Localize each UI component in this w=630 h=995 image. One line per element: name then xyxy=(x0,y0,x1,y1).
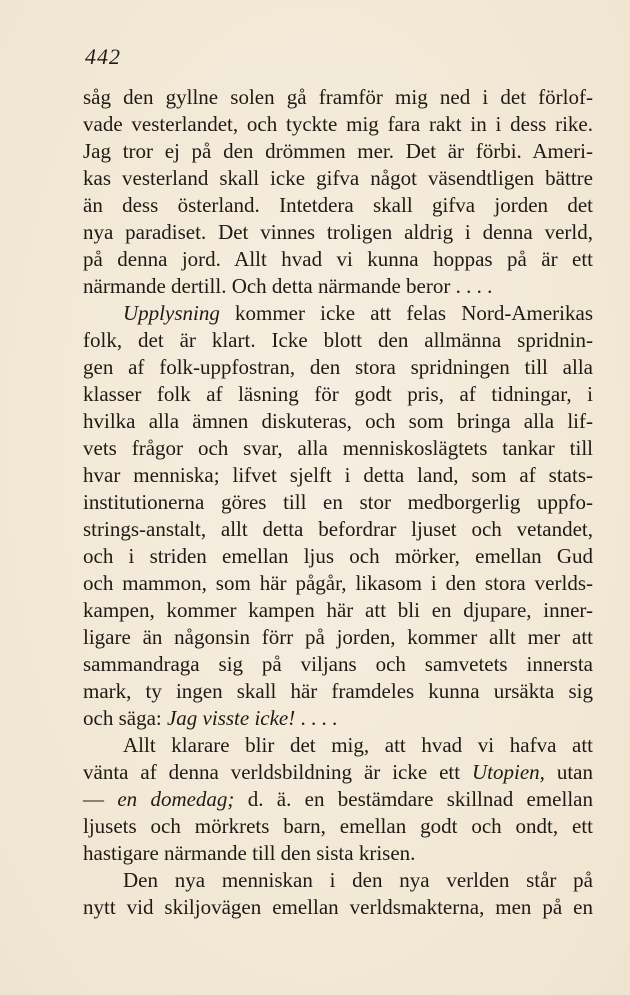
text-line-2: vade vesterlandet, och tyckte mig fara rakt in i dess rike. xyxy=(83,112,593,136)
body-text xyxy=(83,84,593,921)
text-line-5: än dess österland. Intetdera skall gifva jorden det xyxy=(83,193,593,217)
text-line-3: Jag tror ej på den drömmen mer. Det är förbi. Ameri- xyxy=(83,139,593,163)
text-line-7: på denna jord. Allt hvad vi kunna hoppas på är ett xyxy=(83,247,593,271)
text-line-21: ligare än någonsin förr på jorden, kommer allt mer att xyxy=(83,625,593,649)
text-line-23: mark, ty ingen skall här framdeles kunna ursäkta sig xyxy=(83,679,593,703)
text-line-24: och säga: Jag visste icke! . . . . xyxy=(83,706,338,730)
text-line-13: hvilka alla ämnen diskuteras, och som bringa alla lif- xyxy=(83,409,593,433)
text-line-6: nya paradiset. Det vinnes troligen aldrig i denna verld, xyxy=(83,220,593,244)
text-line-30: Den nya menniskan i den nya verlden står på xyxy=(123,868,593,892)
text-line-15: hvar menniska; lifvet sjelft i detta land, som af stats- xyxy=(83,463,593,487)
text-line-19: och mammon, som här pågår, likasom i den stora verlds- xyxy=(83,571,593,595)
text-line-14: vets frågor och svar, alla menniskoslägtets tankar till xyxy=(83,436,593,460)
text-line-10: folk, det är klart. Icke blott den allmänna spridnin- xyxy=(83,328,593,352)
text-line-18: och i striden emellan ljus och mörker, emellan Gud xyxy=(83,544,593,568)
text-line-26: vänta af denna verldsbildning är icke ett Utopien, utan xyxy=(83,760,594,784)
text-line-29: hastigare närmande till den sista krisen. xyxy=(83,841,416,865)
text-line-17: strings-anstalt, allt detta befordrar ljuset och vetandet, xyxy=(83,517,593,541)
text-line-20: kampen, kommer kampen här att bli en djupare, inner- xyxy=(83,598,593,622)
text-line-9: Upplysning kommer icke att felas Nord-Amerikas xyxy=(123,301,593,325)
text-line-8: närmande dertill. Och detta närmande beror . . . . xyxy=(83,274,493,298)
text-line-1: såg den gyllne solen gå framför mig ned i det förlof- xyxy=(83,85,593,109)
text-line-12: klasser folk af läsning för godt pris, af tidningar, i xyxy=(83,382,593,406)
text-line-25: Allt klarare blir det mig, att hvad vi hafva att xyxy=(123,733,593,757)
text-line-27: — en domedag; d. ä. en bestämdare skillnad emellan xyxy=(83,787,593,811)
text-line-31: nytt vid skiljovägen emellan verldsmakterna, men på en xyxy=(83,895,593,919)
text-line-4: kas vesterland skall icke gifva något väsendtligen bättre xyxy=(83,166,593,190)
text-line-22: sammandraga sig på viljans och samvetets innersta xyxy=(83,652,593,676)
text-line-16: institutionerna göres till en stor medborgerlig uppfo- xyxy=(83,490,593,514)
text-line-11: gen af folk-uppfostran, den stora spridningen till alla xyxy=(83,355,593,379)
text-line-28: ljusets och mörkrets barn, emellan godt och ondt, ett xyxy=(83,814,593,838)
page-number: 442 xyxy=(85,44,121,69)
